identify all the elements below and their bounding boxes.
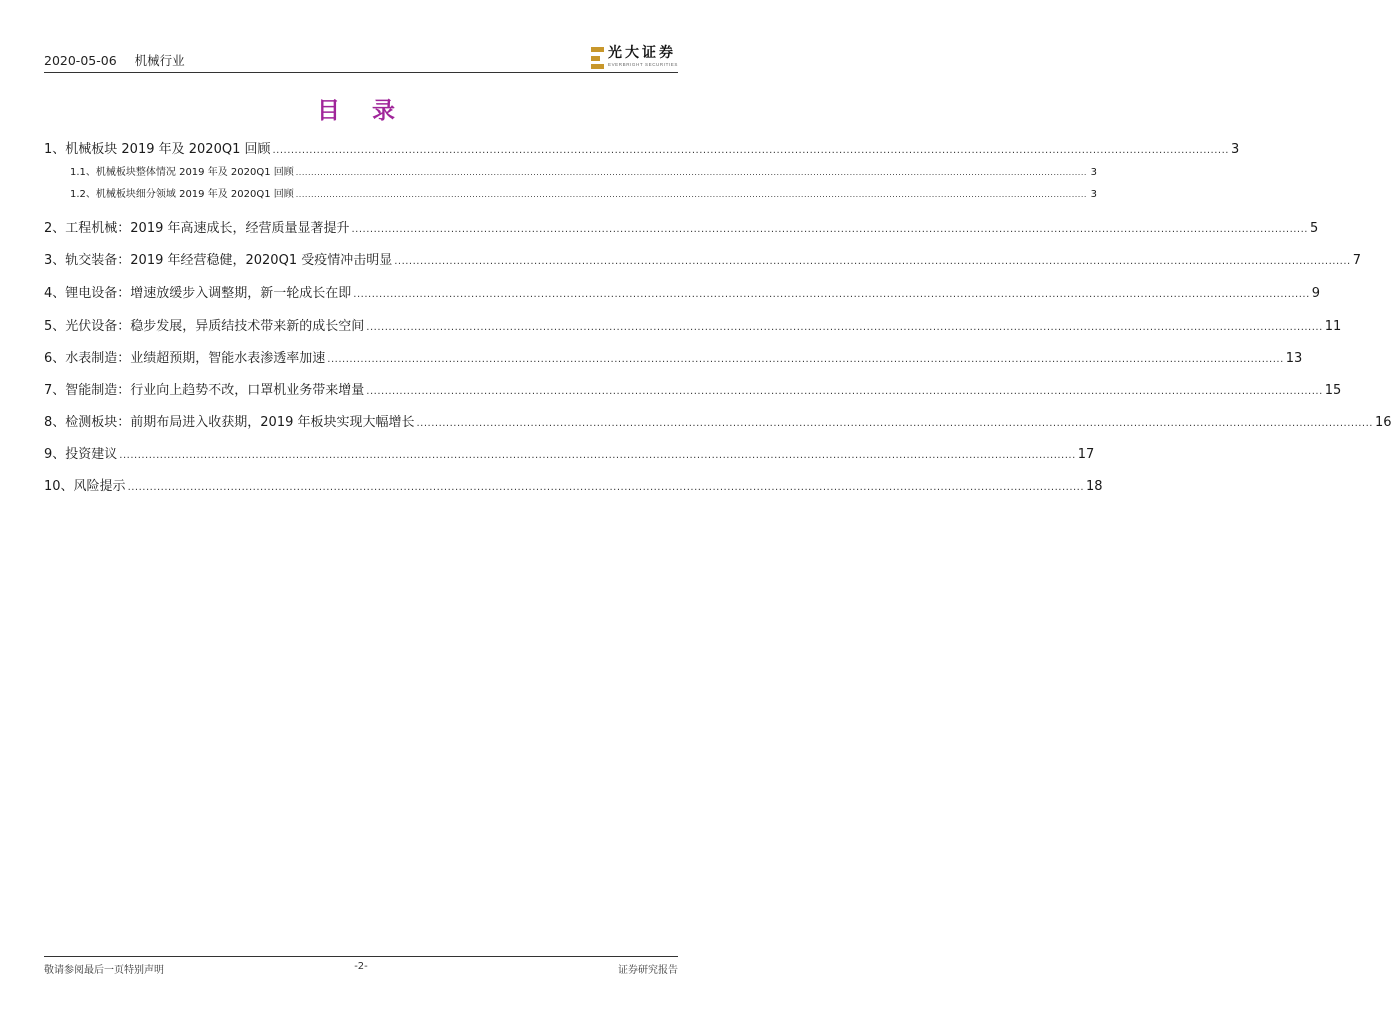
toc-entry-title: 工程机械：2019 年高速成长，经营质量显著提升 [65, 221, 350, 236]
toc-entry[interactable] [44, 185, 1097, 200]
toc-entry-number: 3、 [44, 253, 66, 268]
toc-leader-dots: .................................................................................................................................................................................................................................................................... [272, 145, 1229, 156]
toc-entry[interactable] [44, 475, 1103, 494]
toc-leader-dots: .................................................................................................................................................................................................................................................................... [327, 354, 1284, 365]
toc-entry-title: 水表制造：业绩超预期，智能水表渗透率加速 [65, 351, 326, 366]
toc-leader-dots: .................................................................................................................................................................................................................................................................... [351, 224, 1308, 235]
toc-entry-number: 1.2、 [70, 189, 96, 200]
report-date: 2020-05-06 [44, 53, 117, 68]
toc-entry[interactable] [44, 347, 1303, 366]
toc-entry-number: 2、 [44, 221, 66, 236]
page-footer [44, 956, 678, 977]
toc-entry[interactable] [44, 217, 1319, 236]
toc-entry-page: 15 [1324, 383, 1342, 398]
toc-leader-dots: .................................................................................................................................................................................................................................................................... [366, 386, 1323, 397]
toc-entry[interactable] [44, 249, 1361, 268]
toc-entry-number: 5、 [44, 319, 66, 334]
toc-leader-dots: .................................................................................................................................................................................................................................................................... [127, 482, 1085, 493]
toc-entry-page: 17 [1077, 447, 1095, 462]
toc-leader-dots: .................................................................................................................................................................................................................................................................... [394, 256, 1351, 267]
toc-entry-number: 1.1、 [70, 167, 96, 178]
toc-leader-dots: .................................................................................................................................................................................................................................................................... [295, 168, 1087, 177]
toc-entry-number: 1、 [44, 142, 66, 157]
toc-entry-page: 3 [1230, 142, 1240, 157]
toc-entry-page: 3 [1090, 167, 1097, 178]
toc-entry-page: 3 [1090, 189, 1097, 200]
company-logo [591, 45, 678, 69]
toc-entry-page: 18 [1086, 479, 1103, 494]
toc-entry[interactable] [44, 282, 1321, 301]
toc-leader-dots: .................................................................................................................................................................................................................................................................... [295, 190, 1087, 199]
logo-subtext: EVERBRIGHT SECURITIES [607, 62, 678, 67]
toc-entry-number: 7、 [44, 383, 66, 398]
toc-entry-title: 机械板块 2019 年及 2020Q1 回顾 [65, 142, 271, 157]
toc-entry[interactable] [44, 443, 1095, 462]
toc-entry-number: 9、 [44, 447, 66, 462]
toc-leader-dots: .................................................................................................................................................................................................................................................................... [416, 418, 1373, 429]
toc-entry[interactable] [44, 163, 1097, 178]
toc-entry-page: 9 [1311, 286, 1321, 301]
toc-entry[interactable] [44, 138, 1240, 157]
toc-entry-title: 锂电设备：增速放缓步入调整期，新一轮成长在即 [65, 286, 352, 301]
page-header [44, 38, 678, 73]
report-type: 证券研究报告 [618, 965, 678, 976]
toc-entry-number: 8、 [44, 415, 66, 430]
toc-entry-page: 5 [1309, 221, 1319, 236]
toc-leader-dots: .................................................................................................................................................................................................................................................................... [119, 450, 1076, 461]
page-number: -2- [354, 961, 368, 972]
toc-entry-page: 13 [1285, 351, 1303, 366]
toc-entry-title: 机械板块整体情况 2019 年及 2020Q1 回顾 [95, 167, 294, 178]
toc-entry[interactable] [44, 315, 1342, 334]
toc-entry-title: 风险提示 [73, 479, 126, 494]
toc-entry-title: 智能制造：行业向上趋势不改，口罩机业务带来增量 [65, 383, 365, 398]
logo-text: 光大证券 [607, 45, 676, 61]
toc-entry-title: 检测板块：前期布局进入收获期，2019 年板块实现大幅增长 [65, 415, 415, 430]
toc-entry-title: 机械板块细分领域 2019 年及 2020Q1 回顾 [95, 189, 294, 200]
toc-entry[interactable] [44, 411, 1392, 430]
toc-entry-title: 光伏设备：稳步发展，异质结技术带来新的成长空间 [65, 319, 365, 334]
toc-entry[interactable] [44, 379, 1342, 398]
industry-label: 机械行业 [134, 53, 185, 68]
toc-leader-dots: .................................................................................................................................................................................................................................................................... [366, 322, 1323, 333]
toc-entry-title: 投资建议 [65, 447, 118, 462]
toc-entry-page: 16 [1374, 415, 1392, 430]
toc-title: 目 录 [316, 98, 407, 124]
toc-entry-number: 4、 [44, 286, 66, 301]
logo-icon [591, 47, 604, 69]
toc-entry-number: 6、 [44, 351, 66, 366]
toc-entry-number: 10、 [44, 479, 74, 494]
toc-entry-title: 轨交装备：2019 年经营稳健，2020Q1 受疫情冲击明显 [65, 253, 393, 268]
header-meta [44, 51, 185, 69]
toc-entry-page: 7 [1352, 253, 1361, 268]
disclaimer-note: 敬请参阅最后一页特别声明 [44, 965, 164, 976]
toc-leader-dots: .................................................................................................................................................................................................................................................................... [353, 289, 1310, 300]
toc-entry-page: 11 [1324, 319, 1342, 334]
